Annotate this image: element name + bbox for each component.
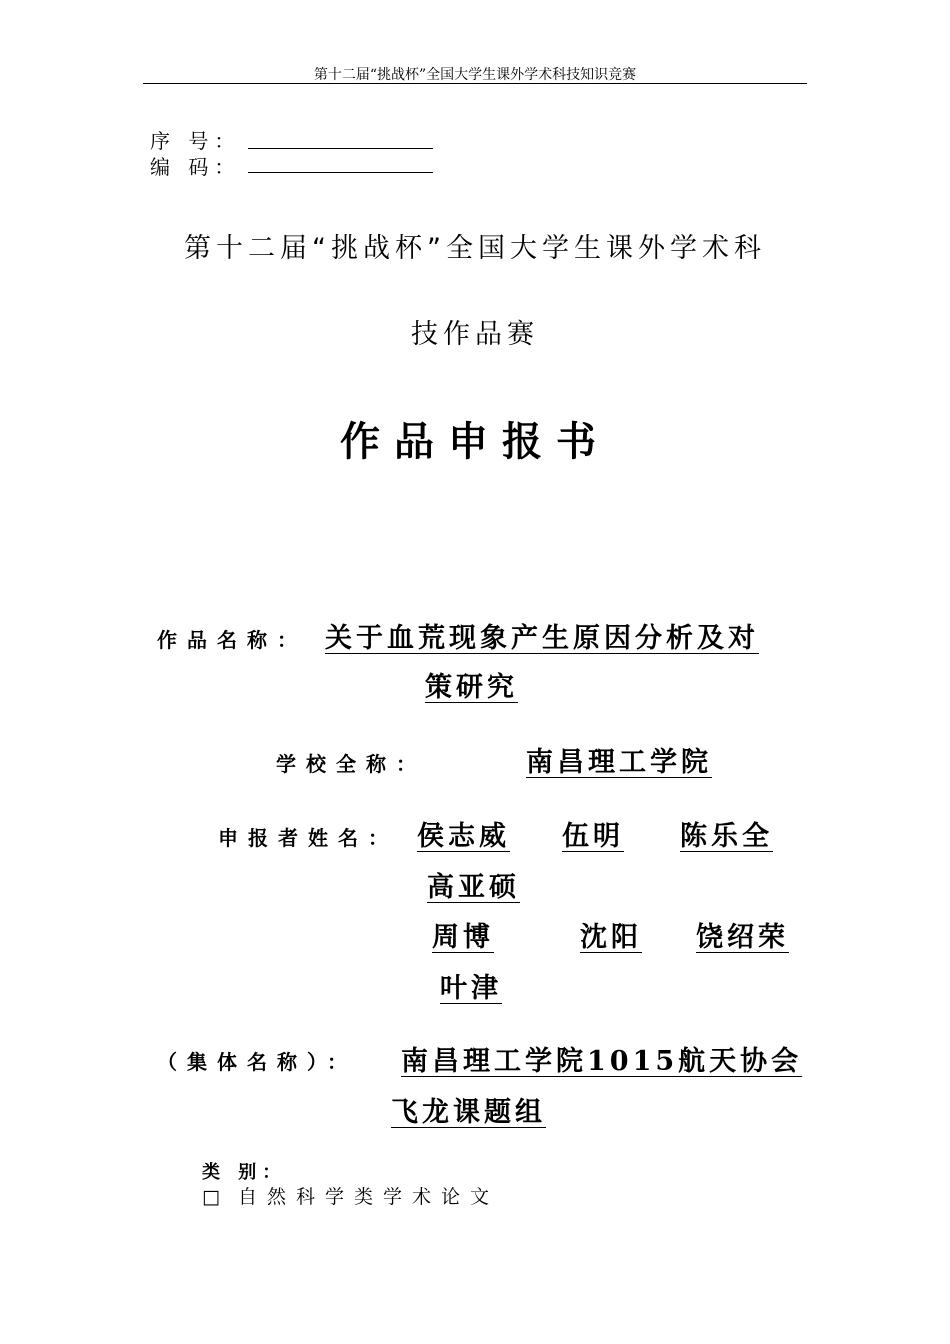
work-name-line1: 关于血荒现象产生原因分析及对 <box>325 623 759 654</box>
applicants-row3: 周博 沈阳 饶绍荣 <box>432 922 789 953</box>
work-name-line2: 策研究 <box>425 672 518 703</box>
school-value: 南昌理工学院 <box>526 747 712 778</box>
group-line2: 飞龙课题组 <box>391 1097 546 1128</box>
serial-field-line <box>248 148 433 149</box>
document-title: 作品申报书 <box>340 418 610 465</box>
header-rule <box>143 83 807 84</box>
category-label: 类 别： <box>202 1162 287 1183</box>
code-label: 编 码： <box>150 155 241 179</box>
group-line1: 南昌理工学院1015航天协会 <box>401 1046 803 1077</box>
applicants-row2: 高亚硕 <box>427 872 520 903</box>
applicants-label: 申报者姓名： <box>218 826 398 850</box>
serial-label: 序 号： <box>150 129 241 153</box>
competition-title-line1: 第十二届“挑战杯”全国大学生课外学术科 <box>184 233 766 264</box>
work-name-label: 作品名称： <box>157 628 307 652</box>
applicants-row4: 叶津 <box>440 973 502 1004</box>
running-header: 第十二届“挑战杯”全国大学生课外学术科技知识竞赛 <box>313 67 637 83</box>
category-option[interactable] <box>202 1182 499 1209</box>
competition-title-line2: 技作品赛 <box>411 319 539 350</box>
applicants-row1: 侯志威 伍明 陈乐全 <box>417 821 773 852</box>
group-label: （集体名称）： <box>157 1050 357 1074</box>
checkbox-icon[interactable]: □ <box>202 1186 230 1208</box>
code-field-line <box>248 172 433 173</box>
school-label: 学校全称： <box>276 752 426 776</box>
category-option-label: 自然科学类学术论文 <box>237 1186 499 1208</box>
